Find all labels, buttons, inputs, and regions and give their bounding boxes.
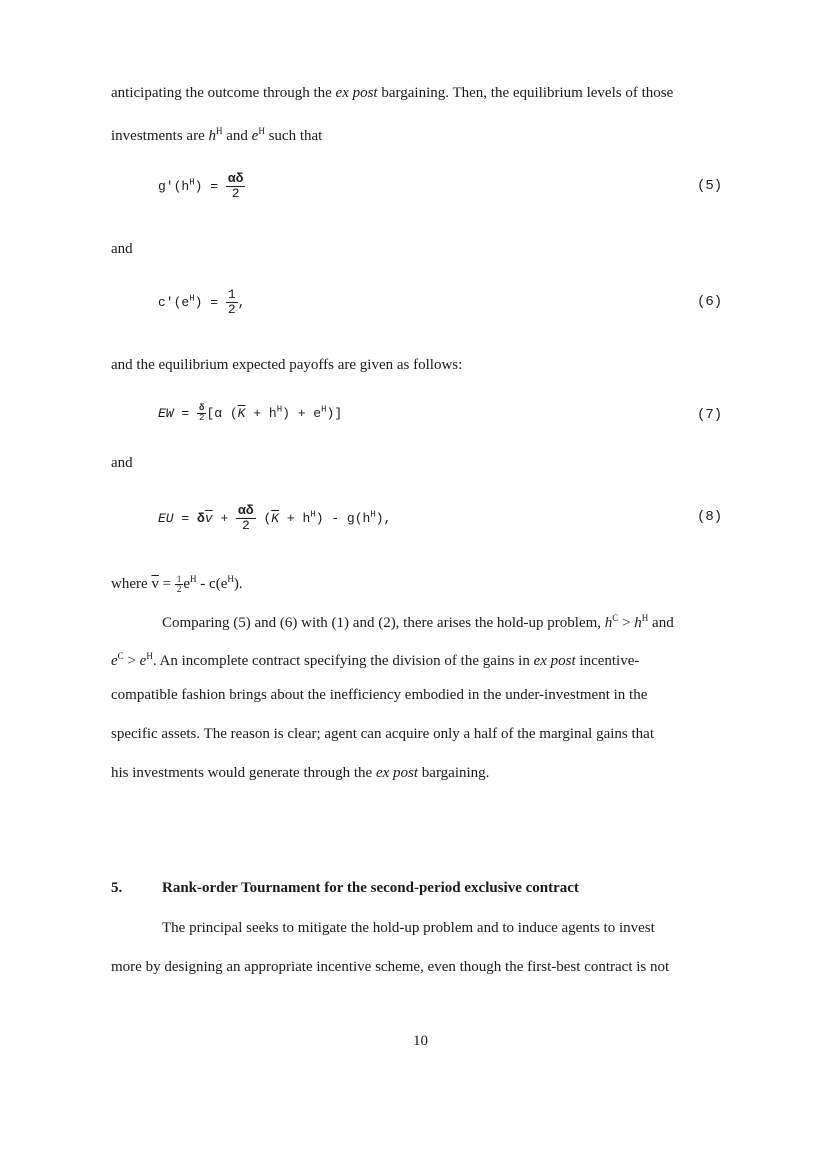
page-number: 10 bbox=[413, 1033, 428, 1049]
equation-label: (6) bbox=[697, 294, 723, 310]
body-text-line: anticipating the outcome through the ex post bargaining. Then, the equilibrium levels of those bbox=[111, 85, 674, 101]
body-text-line: specific assets. The reason is clear; agent can acquire only a half of the marginal gains that bbox=[111, 726, 654, 742]
body-text-line: where $\overline{v}$ = $\frac{1}{2}$ $e^H - c(e^H)$. bbox=[111, 574, 243, 595]
fraction: $\frac{\alpha\delta}{2}$ bbox=[238, 503, 254, 533]
equation-label: (5) bbox=[697, 178, 723, 194]
section-number: 5. bbox=[111, 880, 123, 896]
equation-6: $c'(e^H)$ = $\frac{1}{2}$ , bbox=[158, 287, 246, 317]
equation-5: $g'(h^H)$ = $\frac{\alpha\delta}{2}$ bbox=[158, 171, 244, 201]
body-text-line: The principal seeks to mitigate the hold-up problem and to induce agents to invest bbox=[162, 920, 655, 936]
body-text-line: and the equilibrium expected payoffs are given as follows: bbox=[111, 357, 463, 373]
fraction: $\frac{1}{2}$ bbox=[227, 287, 236, 317]
equation-label: (8) bbox=[697, 509, 723, 525]
body-text-line: and bbox=[111, 455, 133, 471]
equation-8: EU = $\delta\overline{v}$ + $\frac{\alpha\delta}{2}$ $(\overline{K} + h^H) - g(h^H)$, bbox=[158, 503, 392, 533]
section-title: Rank-order Tournament for the second-period exclusive contract bbox=[162, 880, 579, 896]
body-text-line: and bbox=[111, 241, 133, 257]
fraction: $\frac{1}{2}$ bbox=[176, 574, 182, 595]
body-text-line: investments are $h^H$ and $e^H$ such that bbox=[111, 126, 323, 144]
body-text-line: Comparing (5) and (6) with (1) and (2), there arises the hold-up problem, $h^C > h^H$ and bbox=[162, 613, 674, 631]
body-text-line: compatible fashion brings about the inefficiency embodied in the under-investment in the bbox=[111, 687, 648, 703]
body-text-line: his investments would generate through the ex post bargaining. bbox=[111, 765, 490, 781]
equation-label: (7) bbox=[697, 407, 723, 423]
body-text-line: more by designing an appropriate incentive scheme, even though the first-best contract is not bbox=[111, 959, 670, 975]
equation-7: EW = $\frac{\delta}{2}$ [α $(\overline{K} + h^H) + e^H$)] bbox=[158, 403, 343, 423]
fraction: $\frac{\alpha\delta}{2}$ bbox=[227, 171, 244, 201]
body-text-line: $e^C > e^H$. An incomplete contract specifying the division of the gains in ex post incentive- bbox=[111, 651, 640, 669]
fraction: $\frac{\delta}{2}$ bbox=[199, 403, 205, 423]
